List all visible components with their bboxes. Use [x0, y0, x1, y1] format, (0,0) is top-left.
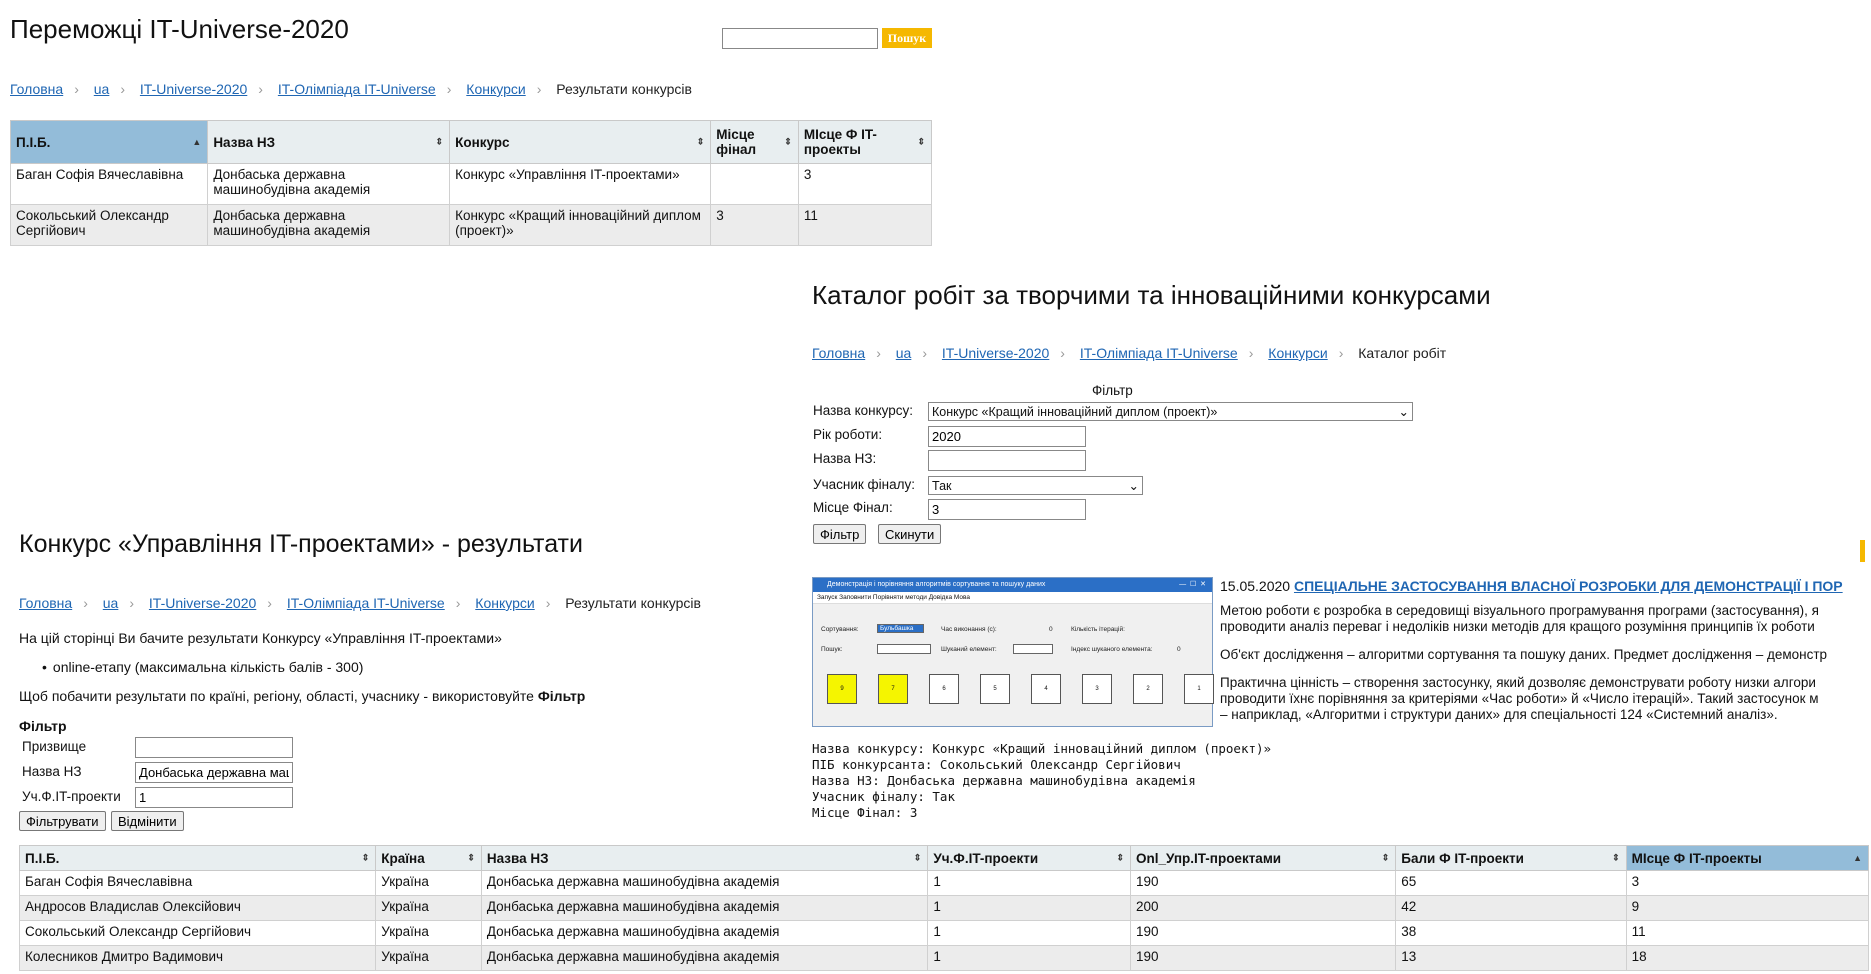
col-header-name[interactable]: П.І.Б. ▲ [11, 121, 208, 164]
crumb-separator-icon: › [1338, 345, 1344, 361]
col-header-country[interactable]: Країна ⇕ [376, 846, 482, 871]
article-text: Метою роботи є розробка в середовищі візуального програмування програми (застосування), я [1220, 603, 1819, 618]
crumb-home[interactable]: Головна [19, 595, 73, 611]
chevron-down-icon: ⌄ [1398, 405, 1409, 419]
intro-text: На цій сторінці Ви бачите результати Конкурсу «Управління IT-проектами» [19, 630, 502, 646]
crumb-ua[interactable]: ua [102, 595, 119, 611]
sort-icon: ⇕ [784, 136, 792, 147]
crumb-separator-icon: › [1248, 345, 1254, 361]
cancel-button[interactable]: Відмінити [111, 811, 184, 831]
bullet-icon: • [42, 659, 47, 675]
article-text: проводити їхнє порівняння за критеріями «Час роботи» й «Число ітерацій». Такий застосунок м [1220, 691, 1819, 706]
article-text: Практична цінність – створення застосунку, який дозволяє демонструвати роботу низки алгори [1220, 675, 1816, 690]
crumb-it-universe[interactable]: IT-Universe-2020 [139, 81, 248, 97]
article-text: проводити аналіз переваг і недоліків низки методів для кращого розуміння принципів їх роботи [1220, 619, 1815, 634]
page-title: Переможці IT-Universe-2020 [10, 14, 349, 44]
crumb-olympiad[interactable]: IT-Олімпіада IT-Universe [1079, 345, 1238, 361]
contest-label: Назва конкурсу: [813, 403, 914, 418]
hint-text: Щоб побачити результати по країні, регіону, області, учаснику - використовуйте Фільтр [19, 688, 586, 704]
school-input[interactable] [928, 450, 1086, 471]
screenshot-menu: Запуск Заповнити Порівняти методи Довідка Мова [813, 592, 1212, 604]
breadcrumb [19, 595, 701, 611]
year-label: Рік роботи: [813, 427, 883, 442]
finalist-label: Учасник фіналу: [813, 477, 915, 492]
array-cell: 1 [1184, 674, 1214, 704]
school-label: Назва НЗ [22, 764, 82, 779]
scroll-marker [1860, 540, 1865, 562]
bullet-item: • online-етапу (максимальна кількість балів - 300) [42, 659, 364, 675]
crumb-separator-icon: › [446, 81, 452, 97]
crumb-separator-icon: › [536, 81, 542, 97]
crumb-home[interactable]: Головна [812, 345, 866, 361]
crumb-separator-icon: › [74, 81, 79, 97]
crumb-ua[interactable]: ua [93, 81, 110, 97]
results-table [19, 845, 1869, 971]
col-header-participant[interactable]: Уч.Ф.IT-проекти ⇕ [928, 846, 1131, 871]
crumb-current: Результати конкурсів [556, 81, 692, 97]
sort-icon: ⇕ [361, 852, 370, 863]
sort-icon: ⇕ [467, 852, 475, 863]
sort-icon: ⇕ [435, 136, 444, 147]
chevron-down-icon: ⌄ [1128, 479, 1139, 493]
array-cell: 9 [827, 674, 857, 704]
filter-button[interactable]: Фільтрувати [19, 811, 106, 831]
crumb-olympiad[interactable]: IT-Олімпіада IT-Universe [277, 81, 436, 97]
array-cell: 5 [980, 674, 1010, 704]
place-input[interactable] [928, 499, 1086, 520]
array-cell: 3 [1082, 674, 1112, 704]
finalist-select[interactable]: Так ⌄ [928, 476, 1143, 495]
array-cell: 6 [929, 674, 959, 704]
sort-icon: ⇕ [1612, 852, 1620, 863]
reset-button[interactable]: Скинути [878, 524, 941, 544]
sort-icon: ⇕ [913, 852, 922, 863]
window-controls-icon: — ☐ ✕ [1179, 581, 1206, 588]
article-title-link[interactable]: СПЕЦІАЛЬНЕ ЗАСТОСУВАННЯ ВЛАСНОЇ РОЗРОБКИ ДЛЯ ДЕМОНСТРАЦІЇ І ПОР [1293, 578, 1843, 594]
surname-input[interactable] [135, 737, 293, 758]
crumb-contests[interactable]: Конкурси [1268, 345, 1328, 361]
table-row: Андросов Владислав Олексійович Україна Донбаська державна машинобудівна академія 1 200 42 9 [20, 896, 1869, 921]
sort-asc-icon: ▲ [192, 137, 202, 147]
sort-icon: ⇕ [696, 136, 705, 147]
crumb-separator-icon: › [1060, 345, 1065, 361]
sort-icon: ⇕ [1381, 852, 1390, 863]
crumb-current: Результати конкурсів [565, 595, 701, 611]
work-screenshot: Демонстрація і порівняння алгоритмів сортування та пошуку даних — ☐ ✕ Запуск Заповнити Порівняти методи Довідка Мова Сортування: Бульбашка Час виконання (с): 0 Кількість ітерацій: Пошук: Шуканий елемент: Індекс шуканого елемента: 0 9 7 6 5 4 3 2 1 [812, 577, 1213, 727]
sort-icon: ⇕ [917, 136, 925, 147]
crumb-it-universe[interactable]: IT-Universe-2020 [941, 345, 1050, 361]
article-date: 15.05.2020 [1220, 578, 1291, 594]
screenshot-titlebar: Демонстрація і порівняння алгоритмів сортування та пошуку даних — ☐ ✕ [813, 578, 1212, 592]
col-header-it-place[interactable]: МІсце Ф IT-проекты ⇕ [798, 121, 931, 164]
crumb-separator-icon: › [120, 81, 126, 97]
participant-label: Уч.Ф.IT-проекти [22, 789, 121, 804]
breadcrumb [10, 81, 692, 97]
sort-icon: ⇕ [1116, 852, 1124, 863]
crumb-separator-icon: › [455, 595, 461, 611]
crumb-current: Каталог робіт [1358, 345, 1447, 361]
crumb-contests[interactable]: Конкурси [475, 595, 535, 611]
crumb-separator-icon: › [876, 345, 881, 361]
participant-input[interactable] [135, 787, 293, 808]
col-header-score[interactable]: Бали Ф IT-проекти ⇕ [1396, 846, 1626, 871]
crumb-separator-icon: › [267, 595, 272, 611]
table-row: Сокольський Олександр Сергійович Україна Донбаська державна машинобудівна академія 1 190 38 11 [20, 921, 1869, 946]
array-cell: 2 [1133, 674, 1163, 704]
breadcrumb [812, 345, 1446, 361]
crumb-olympiad[interactable]: IT-Олімпіада IT-Universe [286, 595, 445, 611]
col-header-name[interactable]: П.І.Б. ⇕ [20, 846, 376, 871]
col-header-final-place[interactable]: Місце фінал ⇕ [711, 121, 799, 164]
year-input[interactable] [928, 426, 1086, 447]
array-cell: 4 [1031, 674, 1061, 704]
crumb-home[interactable]: Головна [10, 81, 64, 97]
filter-heading: Фільтр [19, 718, 67, 734]
col-header-online[interactable]: Onl_Упр.IT-проектами ⇕ [1131, 846, 1396, 871]
col-header-school[interactable]: Назва НЗ ⇕ [208, 121, 450, 164]
table-row: Баган Софія Вячеславівна Україна Донбаська державна машинобудівна академія 1 190 65 3 [20, 871, 1869, 896]
table-row: Сокольський Олександр Сергійович Донбаська державна машинобудівна академія Конкурс «Кращий інноваційний диплом (проект)» 3 11 [11, 205, 932, 246]
school-label: Назва НЗ: [813, 451, 877, 466]
col-header-school[interactable]: Назва НЗ ⇕ [481, 846, 927, 871]
article-text: Об'єкт дослідження – алгоритми сортування та пошуку даних. Предмет дослідження – демонстр [1220, 647, 1828, 662]
col-header-place[interactable]: МІсце Ф IT-проекты ▲ [1626, 846, 1868, 871]
surname-label: Призвище [22, 739, 87, 754]
table-row: Баган Софія Вячеславівна Донбаська державна машинобудівна академія Конкурс «Управління IT-проектами» 3 [11, 164, 932, 205]
crumb-separator-icon: › [129, 595, 135, 611]
search-input[interactable] [722, 28, 878, 49]
place-label: Місце Фінал: [813, 500, 893, 515]
crumb-separator-icon: › [258, 81, 263, 97]
catalog-title: Каталог робіт за творчими та інноваційними конкурсами [812, 280, 1491, 310]
filter-heading: Фільтр [1092, 383, 1133, 398]
sort-asc-icon: ▲ [1853, 853, 1862, 863]
search-button[interactable]: Пошук [882, 28, 932, 48]
crumb-separator-icon: › [83, 595, 88, 611]
array-cell: 7 [878, 674, 908, 704]
article [1220, 578, 1865, 723]
crumb-it-universe[interactable]: IT-Universe-2020 [148, 595, 257, 611]
crumb-contests[interactable]: Конкурси [466, 81, 526, 97]
crumb-separator-icon: › [922, 345, 928, 361]
crumb-ua[interactable]: ua [895, 345, 912, 361]
article-text: – наприклад, «Алгоритми і структури даних» для спеціальності 124 «Системний аналіз». [1220, 707, 1778, 722]
winners-table [10, 120, 932, 246]
work-details: Назва конкурсу: Конкурс «Кращий інноваційний диплом (проект)» ПІБ конкурсанта: Сокольський Олександр Сергійович Назва НЗ: Донбаська державна машинобудівна академія Учасник фіналу: Так Місце Фінал: 3 [812, 741, 1272, 820]
filter-button[interactable]: Фільтр [813, 524, 866, 544]
results-title: Конкурс «Управління IT-проектами» - результати [19, 530, 583, 558]
crumb-separator-icon: › [545, 595, 551, 611]
contest-select[interactable]: Конкурс «Кращий інноваційний диплом (проект)» ⌄ [928, 402, 1413, 421]
table-row: Колесников Дмитро Вадимович Україна Донбаська державна машинобудівна академія 1 190 13 18 [20, 946, 1869, 971]
col-header-contest[interactable]: Конкурс ⇕ [450, 121, 711, 164]
school-input[interactable] [135, 762, 293, 783]
